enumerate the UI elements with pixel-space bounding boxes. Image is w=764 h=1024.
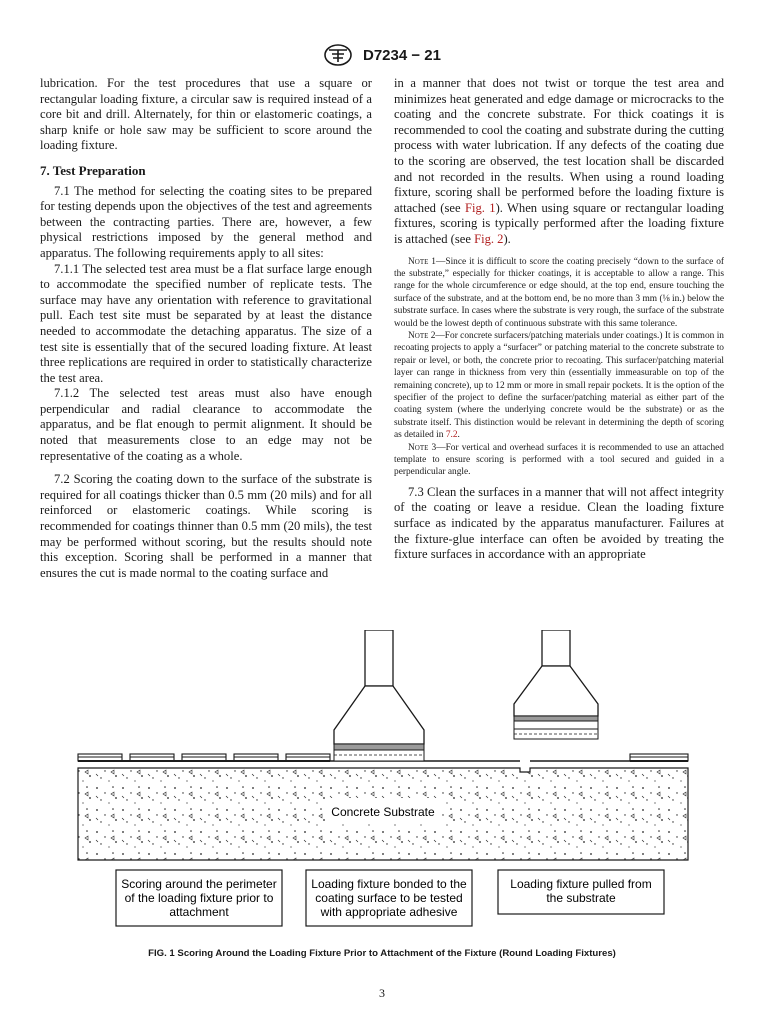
substrate-label: Concrete Substrate	[331, 805, 435, 819]
page-header	[0, 44, 764, 66]
label-box-scoring	[116, 870, 282, 926]
link-fig-1[interactable]: Fig. 1	[464, 200, 496, 215]
paragraph-7-2: 7.2 Scoring the coating down to the surface of the substrate is required for all coatings thicker than 0.5 mm (20 mils) and for all reinforced or elastomeric coatings. While scoring is recommended for coatings thinner than 0.5 mm (20 mils), the test may be performed without scoring, but the results should note this exception. Scoring shall be performed in a manner that ensures the cut is made normal to the coating surface and	[40, 472, 372, 580]
paragraph-intro: lubrication. For the test procedures that use a square or rectangular loading fixture, a circular saw is required instead of a core bit and drill. Alternately, for thin or elastomeric coatings, a sharp knife or hole saw may be sufficient to score around the loading fixture.	[40, 76, 372, 153]
paragraph-7-3: 7.3 Clean the surfaces in a manner that will not affect integrity of the coating or leave a residue. Clean the loading fixture surface as indicated by the apparatus manufacturer. Failures at the fixture-glue interface can often be avoided by treating the fixture surfaces in accordance with an appropriate	[394, 484, 724, 562]
note-3: Note 3—For vertical and overhead surfaces it is recommended to use an attached template to ensure scoring is performed with a tool secured and guided in a perpendicular angle.	[394, 442, 724, 478]
paragraph-7-1-1: 7.1.1 The selected test area must be a flat surface large enough to accommodate the specified number of replicate tests. The surface may have any orientation with reference to gravitational pull. Each test site must be separated by at least the distance needed to accommodate the detaching apparatus. The size of a test site is essentially that of the secured loading fixture. At least three replications are required in order to statistically characterize the test area.	[40, 261, 372, 385]
label-box-pulled	[498, 870, 664, 914]
paragraph-7-1: 7.1 The method for selecting the coating sites to be prepared for testing depends upon the objectives of the test and agreements between the contracting parties. There are, however, a few physical restrictions imposed by the general method and apparatus. The following requirements apply to all sites:	[40, 183, 372, 260]
section-heading: 7. Test Preparation	[40, 162, 146, 178]
svg-text:Loading fixture bonded to the: Loading fixture bonded to the	[311, 877, 467, 891]
concrete-substrate	[78, 768, 688, 860]
svg-text:with appropriate adhesive: with appropriate adhesive	[320, 905, 458, 919]
left-column	[40, 76, 372, 581]
svg-text:of the loading fixture prior t: of the loading fixture prior to	[124, 891, 274, 905]
bonded-loading-fixture	[334, 630, 424, 761]
right-column	[394, 76, 724, 563]
svg-text:Loading fixture pulled from: Loading fixture pulled from	[510, 877, 652, 891]
svg-text:attachment: attachment	[169, 905, 229, 919]
page-number: 3	[379, 986, 385, 1000]
label-box-bonded	[306, 870, 472, 926]
svg-text:coating surface to be tested: coating surface to be tested	[315, 891, 463, 905]
standard-designation: D7234 − 21	[363, 46, 441, 64]
note-2: Note 2—For concrete surfacers/patching materials under coatings.) It is common in recoating projects to apply a “surfacer” or patching material to the concrete substrate to repair or level, or both, the concrete prior to recoating. This surfacer/patching material layer can range in thickness from very thin (essentially immeasurable on top of the remaining concrete), up to 12 mm or more in small repair pockets. It is the option of the specifier of the project to define the surfacer/patching material as either part of the coating system (where the underlying concrete would be the substrate) or as the substrate itself. This distinction would be relevant in determining the depth of scoring as detailed in 7.2.	[394, 330, 724, 441]
link-7-2[interactable]: 7.2	[445, 430, 458, 441]
svg-text:the substrate: the substrate	[546, 891, 616, 905]
paragraph-7-2-continued: in a manner that does not twist or torque the test area and minimizes heat generated and edge damage or microcracks to the coating and the concrete substrate. For thick coatings it is recommended to cool the coating and substrate during the cutting process with water lubrication. If any defects of the coating due to the scoring are observed, the test location shall be discarded and not recorded in the results. When using a round loading fixture, scoring shall be performed before the loading fixture is attached (see Fig. 1). When using square or rectangular loading fixtures, scoring is typically performed after the loading fixture is attached (see Fig. 2).	[394, 76, 724, 246]
pulled-loading-fixture	[514, 630, 598, 739]
svg-text:Scoring around the perimeter: Scoring around the perimeter	[121, 877, 277, 891]
paragraph-7-1-2: 7.1.2 The selected test areas must also have enough perpendicular and radial clearance to accommodate the apparatus, and be flat enough to permit alignment. It should be noted that measurements close to an edge may not be representative of the coating as a whole.	[40, 386, 372, 463]
astm-logo-icon	[323, 44, 353, 66]
note-1: Note 1—Since it is difficult to score the coating precisely “down to the surface of the substrate,” especially for thicker coatings, it is acceptable to allow a range. This range for the whole circumference or edge should, at the top end, ensure touching the surface of the substrate, and at the bottom end, be no more than 3 mm (⅛ in.) below the substrate surface. In cases where the substrate is very rough, the surface of the substrate would be the lowest depth of continuous substrate with this same tolerance.	[394, 256, 725, 329]
link-fig-2[interactable]: Fig. 2	[474, 231, 504, 246]
figure-1-diagram	[68, 630, 698, 930]
figure-caption: FIG. 1 Scoring Around the Loading Fixture Prior to Attachment of the Fixture (Round Loading Fixtures)	[148, 948, 616, 959]
